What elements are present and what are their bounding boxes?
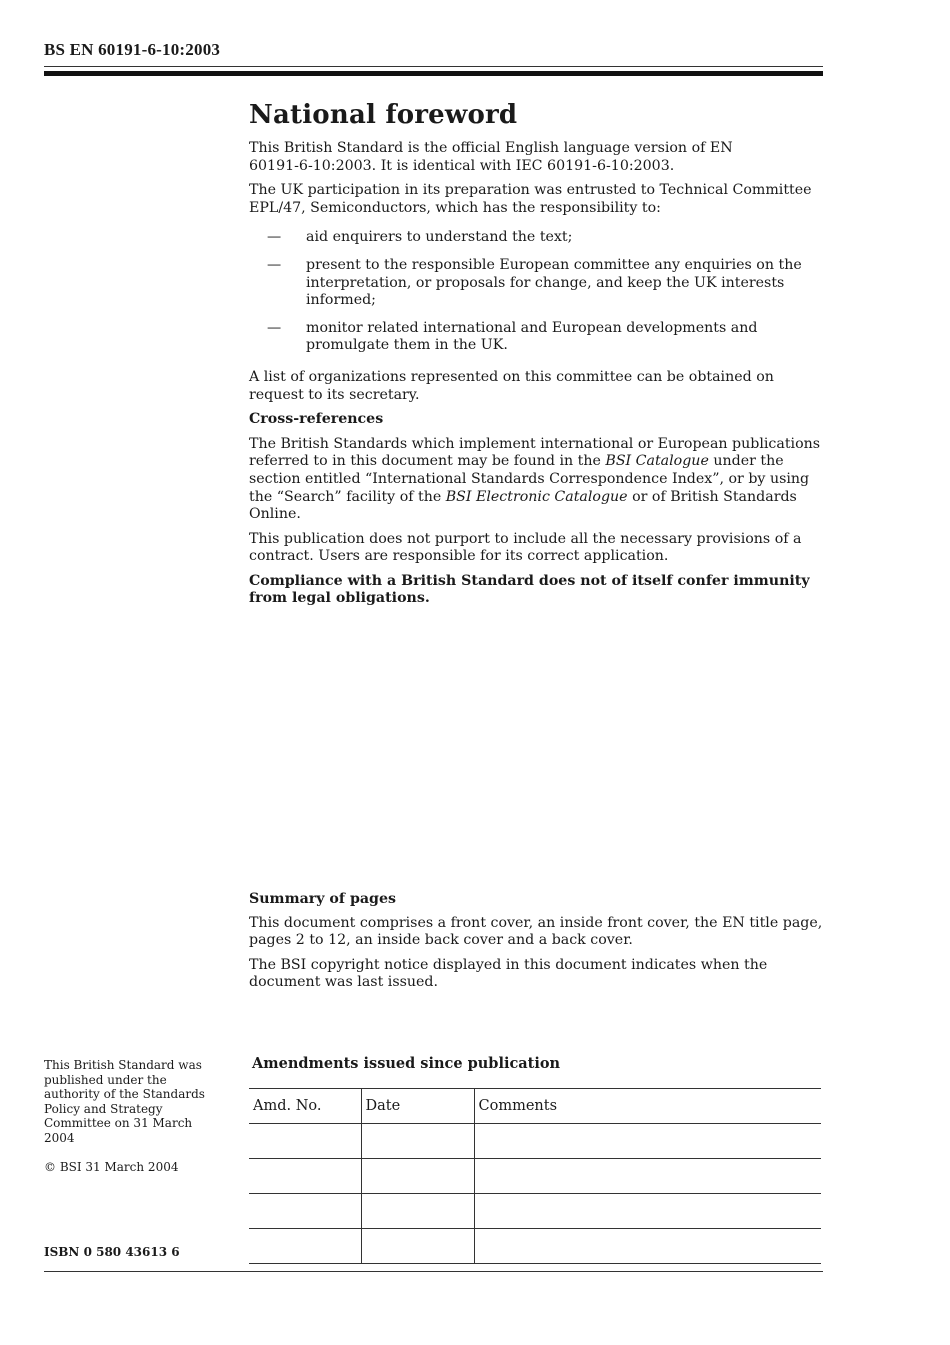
purport-paragraph: This publication does not purport to include all the necessary provisions of a contract. Users are responsible for its correct application. bbox=[249, 530, 802, 565]
summary-heading: Summary of pages bbox=[249, 891, 396, 907]
isbn: ISBN 0 580 43613 6 bbox=[44, 1245, 180, 1259]
amendments-title: Amendments issued since publication bbox=[252, 1055, 561, 1072]
header-rule-thick bbox=[44, 71, 823, 76]
responsibility-list bbox=[249, 229, 829, 355]
bsi-catalogue-title: BSI Catalogue bbox=[605, 453, 709, 470]
compliance-statement: Compliance with a British Standard does not of itself confer immunity from legal obligations. bbox=[249, 572, 810, 607]
crossref-heading: Cross-references bbox=[249, 411, 384, 428]
participation-paragraph: The UK participation in its preparation was entrusted to Technical Committee EPL/47, Semiconductors, which has the responsibility to: bbox=[249, 182, 812, 216]
summary-pages-paragraph: This document comprises a front cover, an inside front cover, the EN title page, pages 2 to 12, an inside back cover and a back cover. bbox=[249, 914, 823, 949]
table-row bbox=[249, 1194, 821, 1229]
column-header-comments: Comments bbox=[474, 1089, 821, 1124]
table-header-row bbox=[249, 1089, 821, 1124]
publication-note: This British Standard was published under the authority of the Standards Policy and Strategy Committee on 31 March 2004 bbox=[44, 1058, 205, 1145]
copyright-line: © BSI 31 March 2004 bbox=[44, 1160, 179, 1174]
page-title: National foreword bbox=[249, 100, 518, 130]
list-item: — monitor related international and European developments and promulgate them in the UK. bbox=[267, 319, 758, 354]
intro-paragraph: This British Standard is the official English language version of EN 60191-6-10:2003. It is identical with IEC 60191-6-10:2003. bbox=[249, 140, 733, 174]
table-row bbox=[249, 1229, 821, 1264]
footer-rule bbox=[44, 1271, 823, 1272]
summary-section bbox=[249, 891, 829, 999]
committee-list-paragraph: A list of organizations represented on this committee can be obtained on request to its secretary. bbox=[249, 368, 774, 403]
table-row bbox=[249, 1124, 821, 1159]
list-item: — present to the responsible European committee any enquiries on the interpretation, or proposals for change, and keep the UK interests informed; bbox=[267, 256, 802, 309]
header-rule-thin bbox=[44, 66, 823, 67]
crossref-paragraph: The British Standards which implement international or European publications referred to in this document may be found in the BSI Catalogue under the section entitled “International Standards Correspondence Index”, or by using the “Search” facility of the BSI Electronic Catalogue or of British Standards Online. bbox=[249, 435, 821, 523]
document-id: BS EN 60191-6-10:2003 bbox=[44, 40, 221, 59]
table-row bbox=[249, 1159, 821, 1194]
foreword-body bbox=[249, 140, 829, 615]
amendments-table bbox=[249, 1088, 821, 1264]
copyright-note-paragraph: The BSI copyright notice displayed in this document indicates when the document was last issued. bbox=[249, 956, 768, 991]
list-item: — aid enquirers to understand the text; bbox=[267, 229, 573, 246]
bsi-electronic-catalogue-title: BSI Electronic Catalogue bbox=[445, 488, 628, 505]
column-header-amd-no: Amd. No. bbox=[249, 1089, 361, 1124]
column-header-date: Date bbox=[361, 1089, 474, 1124]
